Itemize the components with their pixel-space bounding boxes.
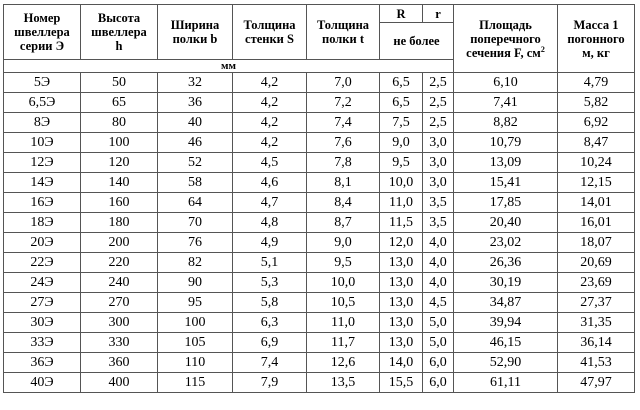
cell-web-thickness: 4,9: [233, 233, 307, 253]
cell-R: 13,0: [380, 313, 423, 333]
table-row: [4, 213, 635, 233]
channel-table-container: [3, 4, 635, 393]
cell-r: 3,0: [423, 133, 454, 153]
header-units-mm: мм: [4, 60, 454, 73]
cell-series-number: 16Э: [4, 193, 81, 213]
cell-mass: 10,24: [558, 153, 635, 173]
header-no-more-than: не более: [380, 23, 454, 60]
cell-section-area: 13,09: [454, 153, 558, 173]
table-row: [4, 133, 635, 153]
cell-web-thickness: 6,3: [233, 313, 307, 333]
cell-height: 180: [81, 213, 158, 233]
cell-section-area: 34,87: [454, 293, 558, 313]
cell-flange-thickness: 9,0: [307, 233, 380, 253]
cell-R: 13,0: [380, 293, 423, 313]
cell-section-area: 6,10: [454, 73, 558, 93]
header-mass-per-meter: Масса 1 погонного м, кг: [558, 5, 635, 73]
table-row: [4, 273, 635, 293]
cell-section-area: 7,41: [454, 93, 558, 113]
cell-web-thickness: 4,2: [233, 93, 307, 113]
cell-mass: 20,69: [558, 253, 635, 273]
cell-web-thickness: 4,8: [233, 213, 307, 233]
cell-flange-width: 76: [158, 233, 233, 253]
cell-height: 360: [81, 353, 158, 373]
cell-section-area: 15,41: [454, 173, 558, 193]
table-row: [4, 293, 635, 313]
cell-flange-width: 105: [158, 333, 233, 353]
cell-R: 14,0: [380, 353, 423, 373]
cell-flange-width: 32: [158, 73, 233, 93]
cell-web-thickness: 7,9: [233, 373, 307, 393]
cell-section-area: 52,90: [454, 353, 558, 373]
header-flange-width: Ширина полки b: [158, 5, 233, 60]
table-row: [4, 333, 635, 353]
cell-web-thickness: 4,5: [233, 153, 307, 173]
cell-flange-thickness: 9,5: [307, 253, 380, 273]
cell-r: 2,5: [423, 73, 454, 93]
table-row: [4, 93, 635, 113]
cell-section-area: 17,85: [454, 193, 558, 213]
cell-height: 120: [81, 153, 158, 173]
cell-mass: 6,92: [558, 113, 635, 133]
cell-height: 330: [81, 333, 158, 353]
cell-web-thickness: 5,1: [233, 253, 307, 273]
cell-r: 2,5: [423, 93, 454, 113]
cell-series-number: 14Э: [4, 173, 81, 193]
cell-flange-width: 90: [158, 273, 233, 293]
header-section-area: Площадь поперечного сечения F, $см^2$: [454, 5, 558, 73]
cell-flange-thickness: 8,1: [307, 173, 380, 193]
cell-flange-width: 64: [158, 193, 233, 213]
table-header: [4, 5, 635, 73]
table-row: [4, 313, 635, 333]
table-row: [4, 193, 635, 213]
cell-flange-width: 52: [158, 153, 233, 173]
cell-r: 4,0: [423, 273, 454, 293]
cell-height: 200: [81, 233, 158, 253]
cell-series-number: 6,5Э: [4, 93, 81, 113]
cell-r: 3,5: [423, 193, 454, 213]
cell-mass: 27,37: [558, 293, 635, 313]
cell-r: 3,0: [423, 153, 454, 173]
cell-series-number: 8Э: [4, 113, 81, 133]
cell-R: 15,5: [380, 373, 423, 393]
table-row: [4, 253, 635, 273]
cell-R: 6,5: [380, 73, 423, 93]
cell-mass: 16,01: [558, 213, 635, 233]
cell-section-area: 8,82: [454, 113, 558, 133]
table-row: [4, 73, 635, 93]
cell-height: 160: [81, 193, 158, 213]
cell-series-number: 20Э: [4, 233, 81, 253]
cell-height: 400: [81, 373, 158, 393]
cell-R: 13,0: [380, 273, 423, 293]
table-row: [4, 373, 635, 393]
cell-mass: 41,53: [558, 353, 635, 373]
header-R: R: [380, 5, 423, 23]
cell-flange-width: 115: [158, 373, 233, 393]
cell-section-area: 61,11: [454, 373, 558, 393]
cell-web-thickness: 4,2: [233, 113, 307, 133]
cell-flange-width: 110: [158, 353, 233, 373]
cell-series-number: 36Э: [4, 353, 81, 373]
cell-web-thickness: 4,6: [233, 173, 307, 193]
cell-mass: 47,97: [558, 373, 635, 393]
cell-flange-thickness: 11,7: [307, 333, 380, 353]
cell-flange-width: 58: [158, 173, 233, 193]
cell-r: 6,0: [423, 373, 454, 393]
channel-dimensions-table: [3, 4, 635, 393]
cell-mass: 8,47: [558, 133, 635, 153]
cell-web-thickness: 7,4: [233, 353, 307, 373]
cell-R: 11,5: [380, 213, 423, 233]
cell-R: 12,0: [380, 233, 423, 253]
cell-flange-thickness: 12,6: [307, 353, 380, 373]
cell-series-number: 33Э: [4, 333, 81, 353]
cell-series-number: 30Э: [4, 313, 81, 333]
cell-R: 6,5: [380, 93, 423, 113]
cell-flange-width: 46: [158, 133, 233, 153]
cell-flange-thickness: 10,0: [307, 273, 380, 293]
cell-r: 3,0: [423, 173, 454, 193]
superscript-2: 2: [540, 44, 545, 54]
cell-series-number: 27Э: [4, 293, 81, 313]
cell-mass: 4,79: [558, 73, 635, 93]
cell-R: 10,0: [380, 173, 423, 193]
cell-R: 9,5: [380, 153, 423, 173]
header-flange-thickness: Толщина полки t: [307, 5, 380, 60]
cell-r: 5,0: [423, 333, 454, 353]
cell-mass: 31,35: [558, 313, 635, 333]
cell-height: 100: [81, 133, 158, 153]
cell-flange-thickness: 7,6: [307, 133, 380, 153]
cell-r: 2,5: [423, 113, 454, 133]
table-row: [4, 233, 635, 253]
cell-series-number: 40Э: [4, 373, 81, 393]
cell-series-number: 24Э: [4, 273, 81, 293]
cell-flange-width: 100: [158, 313, 233, 333]
cell-section-area: 23,02: [454, 233, 558, 253]
cell-r: 3,5: [423, 213, 454, 233]
cell-height: 300: [81, 313, 158, 333]
cell-R: 11,0: [380, 193, 423, 213]
cell-series-number: 5Э: [4, 73, 81, 93]
cell-flange-thickness: 13,5: [307, 373, 380, 393]
cell-section-area: 20,40: [454, 213, 558, 233]
cell-web-thickness: 4,7: [233, 193, 307, 213]
cell-web-thickness: 4,2: [233, 133, 307, 153]
cell-height: 140: [81, 173, 158, 193]
cell-r: 4,5: [423, 293, 454, 313]
header-r: r: [423, 5, 454, 23]
cell-series-number: 22Э: [4, 253, 81, 273]
cell-height: 220: [81, 253, 158, 273]
table-body: [4, 73, 635, 393]
cell-r: 5,0: [423, 313, 454, 333]
cell-r: 4,0: [423, 253, 454, 273]
cell-flange-width: 36: [158, 93, 233, 113]
cell-height: 50: [81, 73, 158, 93]
cell-mass: 5,82: [558, 93, 635, 113]
cell-r: 6,0: [423, 353, 454, 373]
cell-section-area: 10,79: [454, 133, 558, 153]
cell-flange-thickness: 7,8: [307, 153, 380, 173]
cell-series-number: 18Э: [4, 213, 81, 233]
cell-flange-thickness: 8,7: [307, 213, 380, 233]
cell-section-area: 30,19: [454, 273, 558, 293]
cell-flange-width: 40: [158, 113, 233, 133]
cell-mass: 14,01: [558, 193, 635, 213]
cell-mass: 12,15: [558, 173, 635, 193]
cell-web-thickness: 5,8: [233, 293, 307, 313]
cell-series-number: 10Э: [4, 133, 81, 153]
cell-height: 240: [81, 273, 158, 293]
cell-web-thickness: 5,3: [233, 273, 307, 293]
cell-mass: 36,14: [558, 333, 635, 353]
cell-web-thickness: 6,9: [233, 333, 307, 353]
cell-flange-thickness: 10,5: [307, 293, 380, 313]
header-web-thickness: Толщина стенки S: [233, 5, 307, 60]
table-row: [4, 353, 635, 373]
cell-mass: 18,07: [558, 233, 635, 253]
header-series-number: Номер швеллера серии Э: [4, 5, 81, 60]
table-row: [4, 173, 635, 193]
cell-R: 13,0: [380, 253, 423, 273]
cell-flange-thickness: 7,4: [307, 113, 380, 133]
cell-section-area: 26,36: [454, 253, 558, 273]
cell-flange-thickness: 8,4: [307, 193, 380, 213]
cell-flange-thickness: 7,2: [307, 93, 380, 113]
cell-flange-width: 95: [158, 293, 233, 313]
cell-flange-thickness: 11,0: [307, 313, 380, 333]
cell-section-area: 46,15: [454, 333, 558, 353]
cell-height: 270: [81, 293, 158, 313]
cell-web-thickness: 4,2: [233, 73, 307, 93]
cell-R: 13,0: [380, 333, 423, 353]
cell-series-number: 12Э: [4, 153, 81, 173]
cell-R: 7,5: [380, 113, 423, 133]
cell-height: 80: [81, 113, 158, 133]
cell-flange-width: 82: [158, 253, 233, 273]
cell-height: 65: [81, 93, 158, 113]
cell-R: 9,0: [380, 133, 423, 153]
table-row: [4, 113, 635, 133]
cell-mass: 23,69: [558, 273, 635, 293]
cell-flange-width: 70: [158, 213, 233, 233]
cell-section-area: 39,94: [454, 313, 558, 333]
cell-flange-thickness: 7,0: [307, 73, 380, 93]
cell-r: 4,0: [423, 233, 454, 253]
header-height: Высота швеллера h: [81, 5, 158, 60]
table-row: [4, 153, 635, 173]
